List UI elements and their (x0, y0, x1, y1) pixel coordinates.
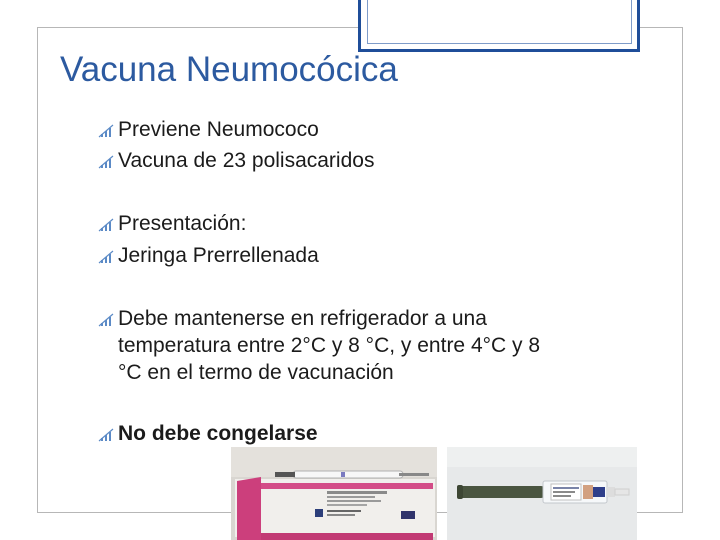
signal-bars-icon (98, 312, 114, 328)
bullet-text: Vacuna de 23 polisacaridos (118, 149, 375, 172)
signal-bars-icon (98, 123, 114, 139)
bullet-text: Presentación: (118, 212, 247, 235)
vaccine-box-photo (231, 447, 437, 540)
prefilled-syringe-photo (447, 447, 637, 540)
title-accent-inner (367, 0, 632, 44)
bullet-text: Previene Neumococo (118, 118, 319, 141)
bullet-text: temperatura entre 2°C y 8 °C, y entre 4°C y 8 (118, 334, 541, 357)
slide-title: Vacuna Neumocócica (60, 50, 398, 89)
bullet-text: Debe mantenerse en refrigerador a una (118, 307, 487, 330)
signal-bars-icon (98, 217, 114, 233)
bullet-text: Jeringa Prerrellenada (118, 244, 319, 267)
signal-bars-icon (98, 154, 114, 170)
signal-bars-icon (98, 249, 114, 265)
bullet-text: No debe congelarse (118, 422, 318, 445)
bullet-text: °C en el termo de vacunación (118, 361, 394, 384)
signal-bars-icon (98, 427, 114, 443)
